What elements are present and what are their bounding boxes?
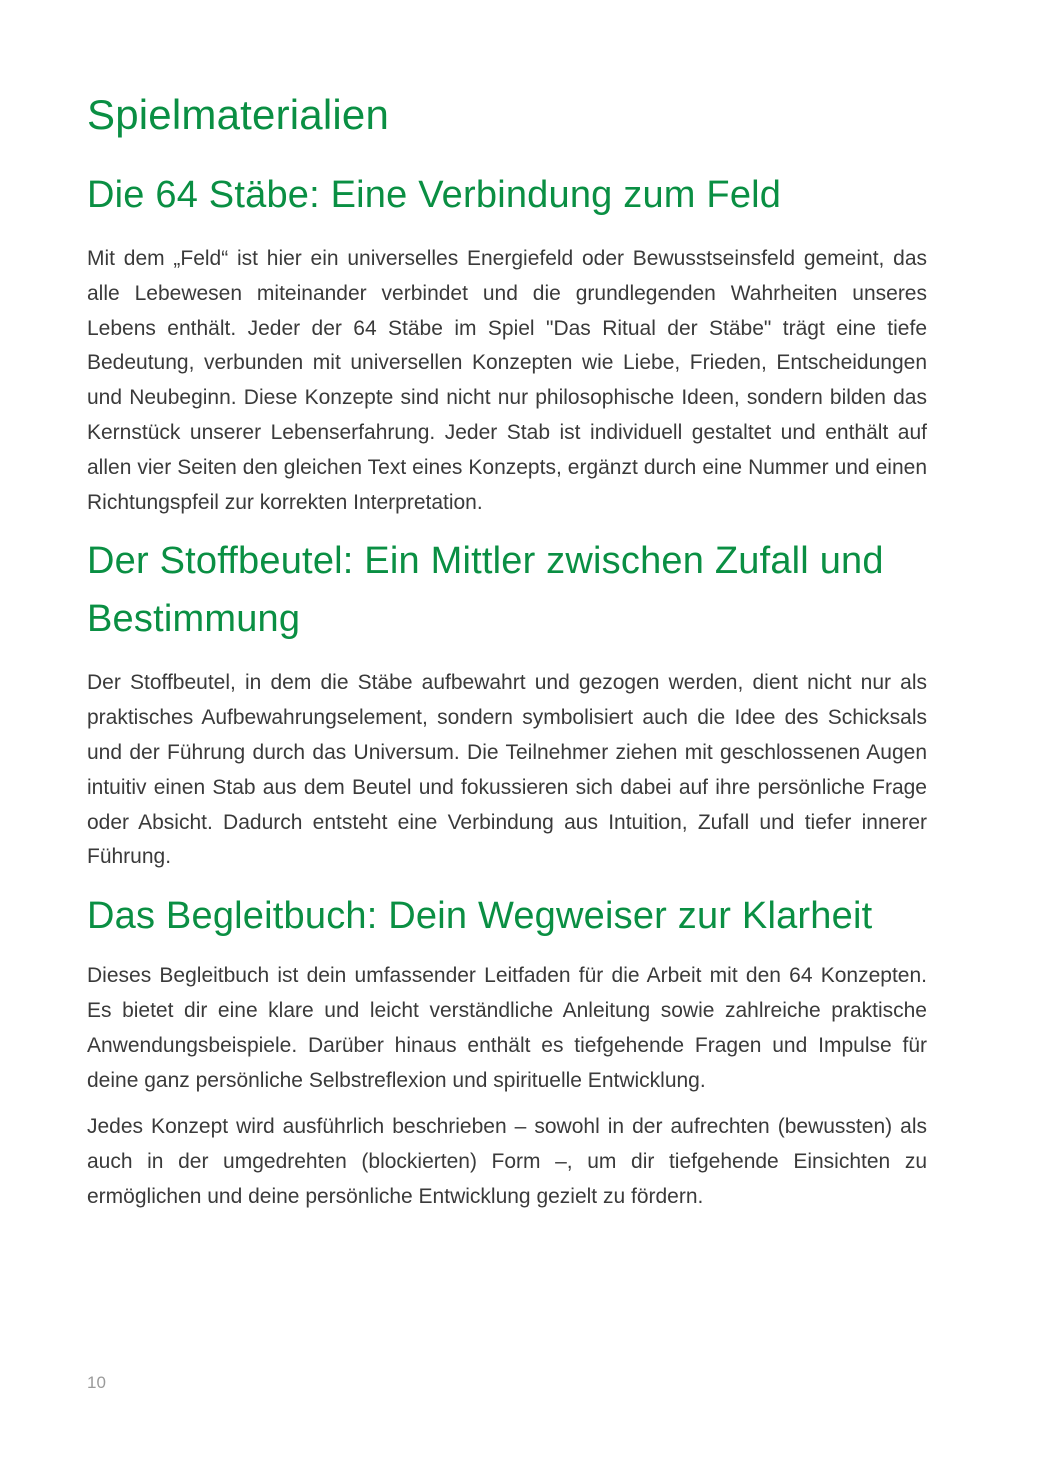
- section-paragraph-stoffbeutel: Der Stoffbeutel, in dem die Stäbe aufbewahrt und gezogen werden, dient nicht nur als praktisches Aufbewahrungselement, sondern symbolisiert auch die Idee des Schicksals und der Führung durch das Universum. Die Teilnehmer ziehen mit geschlossenen Augen intuitiv einen Stab aus dem Beutel und fokussieren sich dabei auf ihre persönliche Frage oder Absicht. Dadurch entsteht eine Verbindung aus Intuition, Zufall und tiefer innerer Führung.: [87, 671, 927, 869]
- page-content: [87, 86, 927, 1225]
- section-heading-begleitbuch: Das Begleitbuch: Dein Wegweiser zur Klarheit: [87, 895, 873, 938]
- page-number: 10: [87, 1373, 106, 1392]
- section-heading-stoffbeutel: Der Stoffbeutel: Ein Mittler zwischen Zufall und Bestimmung: [87, 540, 884, 641]
- page-title: Spielmaterialien: [87, 91, 390, 138]
- section-heading-staebe: Die 64 Stäbe: Eine Verbindung zum Feld: [87, 174, 782, 216]
- section-paragraph-begleitbuch-1: Dieses Begleitbuch ist dein umfassender Leitfaden für die Arbeit mit den 64 Konzepten. Es bietet dir eine klare und leicht verständliche Anleitung sowie zahlreiche praktische Anwendungsbeispiele. Darüber hinaus enthält es tiefgehende Fragen und Impulse für deine ganz persönliche Selbstreflexion und spirituelle Entwicklung.: [87, 964, 927, 1092]
- section-paragraph-begleitbuch-2: Jedes Konzept wird ausführlich beschrieben – sowohl in der aufrechten (bewussten) als auch in der umgedrehten (blockierten) Form –, um dir tiefgehende Einsichten zu ermöglichen und deine persönliche Entwicklung gezielt zu fördern.: [87, 1115, 927, 1208]
- section-paragraph-staebe: Mit dem „Feld“ ist hier ein universelles Energiefeld oder Bewusstseinsfeld gemeint, das alle Lebewesen miteinander verbindet und die grundlegenden Wahrheiten unseres Lebens enthält. Jeder der 64 Stäbe im Spiel "Das Ritual der Stäbe" trägt eine tiefe Bedeutung, verbunden mit universellen Konzepten wie Liebe, Frieden, Entscheidungen und Neubeginn. Diese Konzepte sind nicht nur philosophische Ideen, sondern bilden das Kernstück unserer Lebenserfahrung. Jeder Stab ist individuell gestaltet und enthält auf allen vier Seiten den gleichen Text eines Konzepts, ergänzt durch eine Nummer und einen Richtungspfeil zur korrekten Interpretation.: [87, 247, 927, 514]
